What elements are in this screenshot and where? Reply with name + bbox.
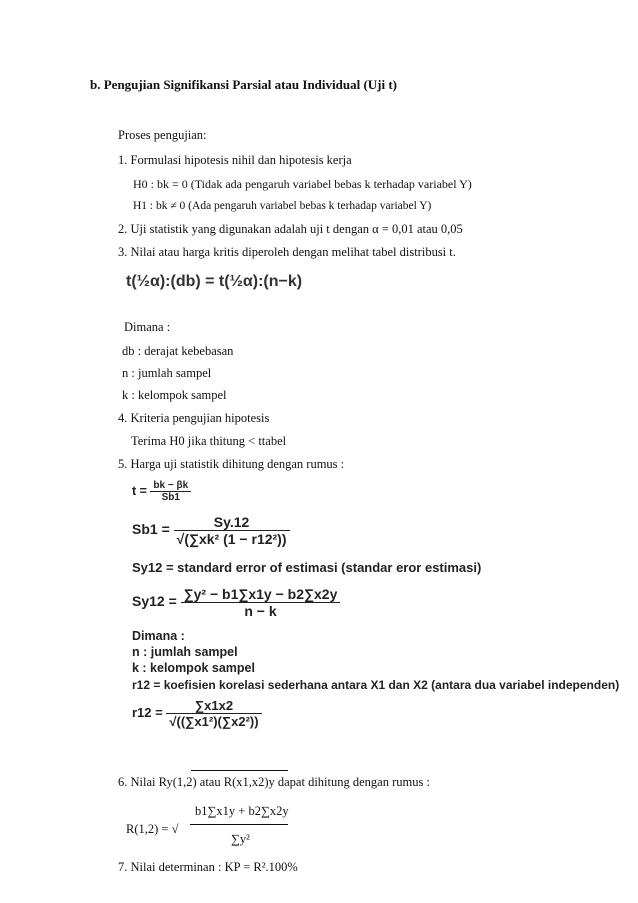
n2-definition: n : jumlah sampel — [132, 645, 238, 659]
k-definition: k : kelompok sampel — [122, 388, 227, 402]
sqrt-overline — [191, 770, 288, 771]
proses-label: Proses pengujian: — [118, 128, 207, 142]
sb-numerator: Sy.12 — [174, 514, 290, 531]
t-denominator: Sb1 — [161, 492, 180, 503]
formula-block — [130, 480, 630, 740]
t-numerator: bk − βk — [150, 480, 191, 492]
t-table-formula: t(½α):(db) = t(½α):(n−k) — [126, 273, 303, 290]
r12-numerator: ∑x1x2 — [166, 698, 261, 714]
hypothesis-h0: H0 : bk = 0 (Tidak ada pengaruh variabel bebas k terhadap variabel Y) — [133, 177, 472, 191]
section-title: b. Pengujian Signifikansi Parsial atau Individual (Uji t) — [90, 77, 398, 92]
sy-numerator: ∑y² − b1∑x1y − b2∑x2y — [181, 586, 341, 603]
dimana2-label: Dimana : — [132, 629, 185, 643]
r-numerator: b1∑x1y + b2∑x2y — [195, 804, 289, 818]
sy-definition: Sy12 = standard error of estimasi (standar eror estimasi) — [132, 560, 482, 575]
r-denominator: ∑y² — [231, 832, 250, 846]
k2-definition: k : kelompok sampel — [132, 661, 255, 675]
t-eq: t = — [132, 483, 147, 498]
sy-denominator: n − k — [244, 603, 277, 619]
list-item-4: 4. Kriteria pengujian hipotesis — [118, 411, 270, 425]
sy-lhs: Sy12 = — [132, 593, 177, 610]
terima-criteria: Terima H0 jika thitung < ttabel — [131, 434, 287, 448]
hypothesis-h1: H1 : bk ≠ 0 (Ada pengaruh variabel bebas k terhadap variabel Y) — [133, 200, 432, 212]
sb-lhs: Sb1 = — [132, 521, 170, 538]
list-item-2: 2. Uji statistik yang digunakan adalah uji t dengan α = 0,01 atau 0,05 — [118, 222, 463, 236]
r12-denominator: √((∑x1²)(∑x2²)) — [169, 714, 259, 729]
list-item-3: 3. Nilai atau harga kritis diperoleh dengan melihat tabel distribusi t. — [118, 245, 456, 259]
r12-lhs: r12 = — [132, 704, 163, 720]
r-lhs: R(1,2) = √ — [126, 822, 179, 836]
n-definition: n : jumlah sampel — [122, 366, 212, 380]
list-item-7: 7. Nilai determinan : KP = R².100% — [118, 860, 298, 874]
list-item-5: 5. Harga uji statistik dihitung dengan rumus : — [118, 457, 345, 471]
fraction-bar — [190, 824, 288, 825]
dimana-label: Dimana : — [124, 320, 171, 334]
sb-denominator: √(∑xk² (1 − r12²)) — [176, 531, 287, 547]
list-item-1: 1. Formulasi hipotesis nihil dan hipotesis kerja — [118, 153, 352, 167]
r12-definition: r12 = koefisien korelasi sederhana antara X1 dan X2 (antara dua variabel independen) — [132, 678, 620, 692]
db-definition: db : derajat kebebasan — [122, 344, 234, 358]
list-item-6: 6. Nilai Ry(1,2) atau R(x1,x2)y dapat dihitung dengan rumus : — [118, 775, 430, 789]
